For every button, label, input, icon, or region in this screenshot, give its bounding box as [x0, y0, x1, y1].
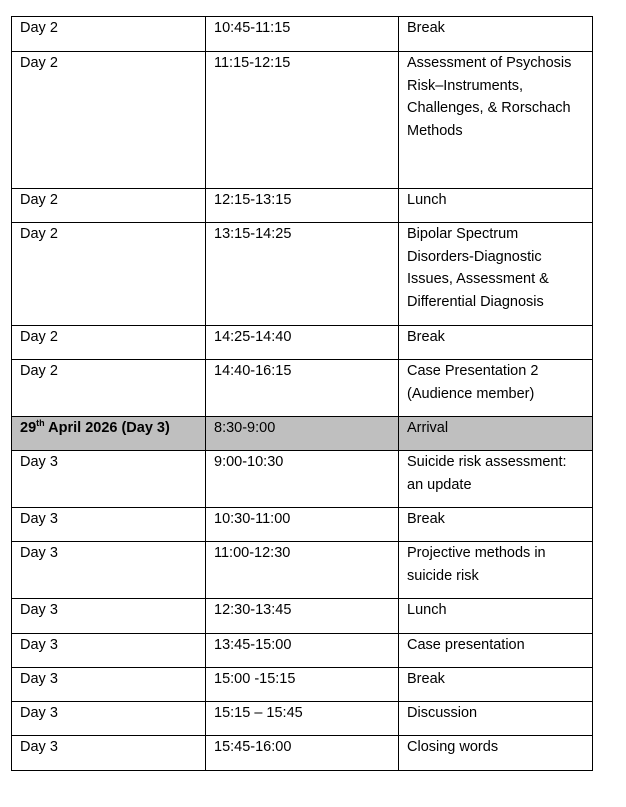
table-row: [12, 508, 593, 542]
time-cell: 10:30-11:00: [206, 508, 399, 542]
table-row: [12, 360, 593, 417]
table-row: [12, 17, 593, 52]
day-cell: Day 3: [12, 542, 206, 599]
time-cell: 8:30-9:00: [206, 417, 399, 451]
time-cell: 10:45-11:15: [206, 17, 399, 52]
session-cell: Bipolar Spectrum Disorders-Diagnostic Issues, Assessment & Differential Diagnosis: [399, 223, 593, 326]
time-cell: 14:40-16:15: [206, 360, 399, 417]
time-cell: 11:15-12:15: [206, 52, 399, 189]
session-cell: Break: [399, 508, 593, 542]
session-cell: Suicide risk assessment: an update: [399, 451, 593, 508]
day-cell: Day 2: [12, 223, 206, 326]
day-cell: Day 3: [12, 451, 206, 508]
session-cell: Break: [399, 326, 593, 360]
day-cell: Day 2: [12, 17, 206, 52]
table-row: [12, 189, 593, 223]
table-row: [12, 599, 593, 634]
day-header-ordinal: th: [36, 418, 45, 428]
table-row: [12, 451, 593, 508]
time-cell: 12:15-13:15: [206, 189, 399, 223]
day-cell: Day 2: [12, 52, 206, 189]
table-row: [12, 326, 593, 360]
session-cell: Lunch: [399, 599, 593, 634]
session-cell: Case presentation: [399, 634, 593, 668]
session-cell: Assessment of Psychosis Risk–Instruments, Challenges, & Rorschach Methods: [399, 52, 593, 189]
schedule-table: [11, 16, 593, 771]
time-cell: 13:45-15:00: [206, 634, 399, 668]
time-cell: 12:30-13:45: [206, 599, 399, 634]
time-cell: 15:00 -15:15: [206, 668, 399, 702]
table-row: [12, 223, 593, 326]
time-cell: 9:00-10:30: [206, 451, 399, 508]
day-cell: Day 3: [12, 736, 206, 771]
day-header-date: 29: [20, 420, 37, 436]
table-row: [12, 668, 593, 702]
session-cell: Lunch: [399, 189, 593, 223]
table-row: [12, 702, 593, 736]
session-cell: Closing words: [399, 736, 593, 771]
day-cell: Day 2: [12, 189, 206, 223]
time-cell: 13:15-14:25: [206, 223, 399, 326]
day-cell: Day 3: [12, 508, 206, 542]
day-cell: Day 3: [12, 702, 206, 736]
table-row: [12, 634, 593, 668]
day-cell: Day 3: [12, 668, 206, 702]
day-cell: Day 3: [12, 599, 206, 634]
day-cell: Day 2: [12, 360, 206, 417]
day-header-cell: [12, 417, 206, 451]
table-row: [12, 52, 593, 189]
time-cell: 15:45-16:00: [206, 736, 399, 771]
table-row: [12, 542, 593, 599]
table-row: [12, 736, 593, 771]
day-header-row: [12, 417, 593, 451]
session-cell: Discussion: [399, 702, 593, 736]
day-cell: Day 3: [12, 634, 206, 668]
day-header-label: April 2026 (Day 3): [44, 420, 170, 436]
time-cell: 15:15 – 15:45: [206, 702, 399, 736]
session-cell: Arrival: [399, 417, 593, 451]
day-cell: Day 2: [12, 326, 206, 360]
session-cell: Break: [399, 17, 593, 52]
session-cell: Case Presentation 2 (Audience member): [399, 360, 593, 417]
time-cell: 14:25-14:40: [206, 326, 399, 360]
session-cell: Projective methods in suicide risk: [399, 542, 593, 599]
time-cell: 11:00-12:30: [206, 542, 399, 599]
session-cell: Break: [399, 668, 593, 702]
